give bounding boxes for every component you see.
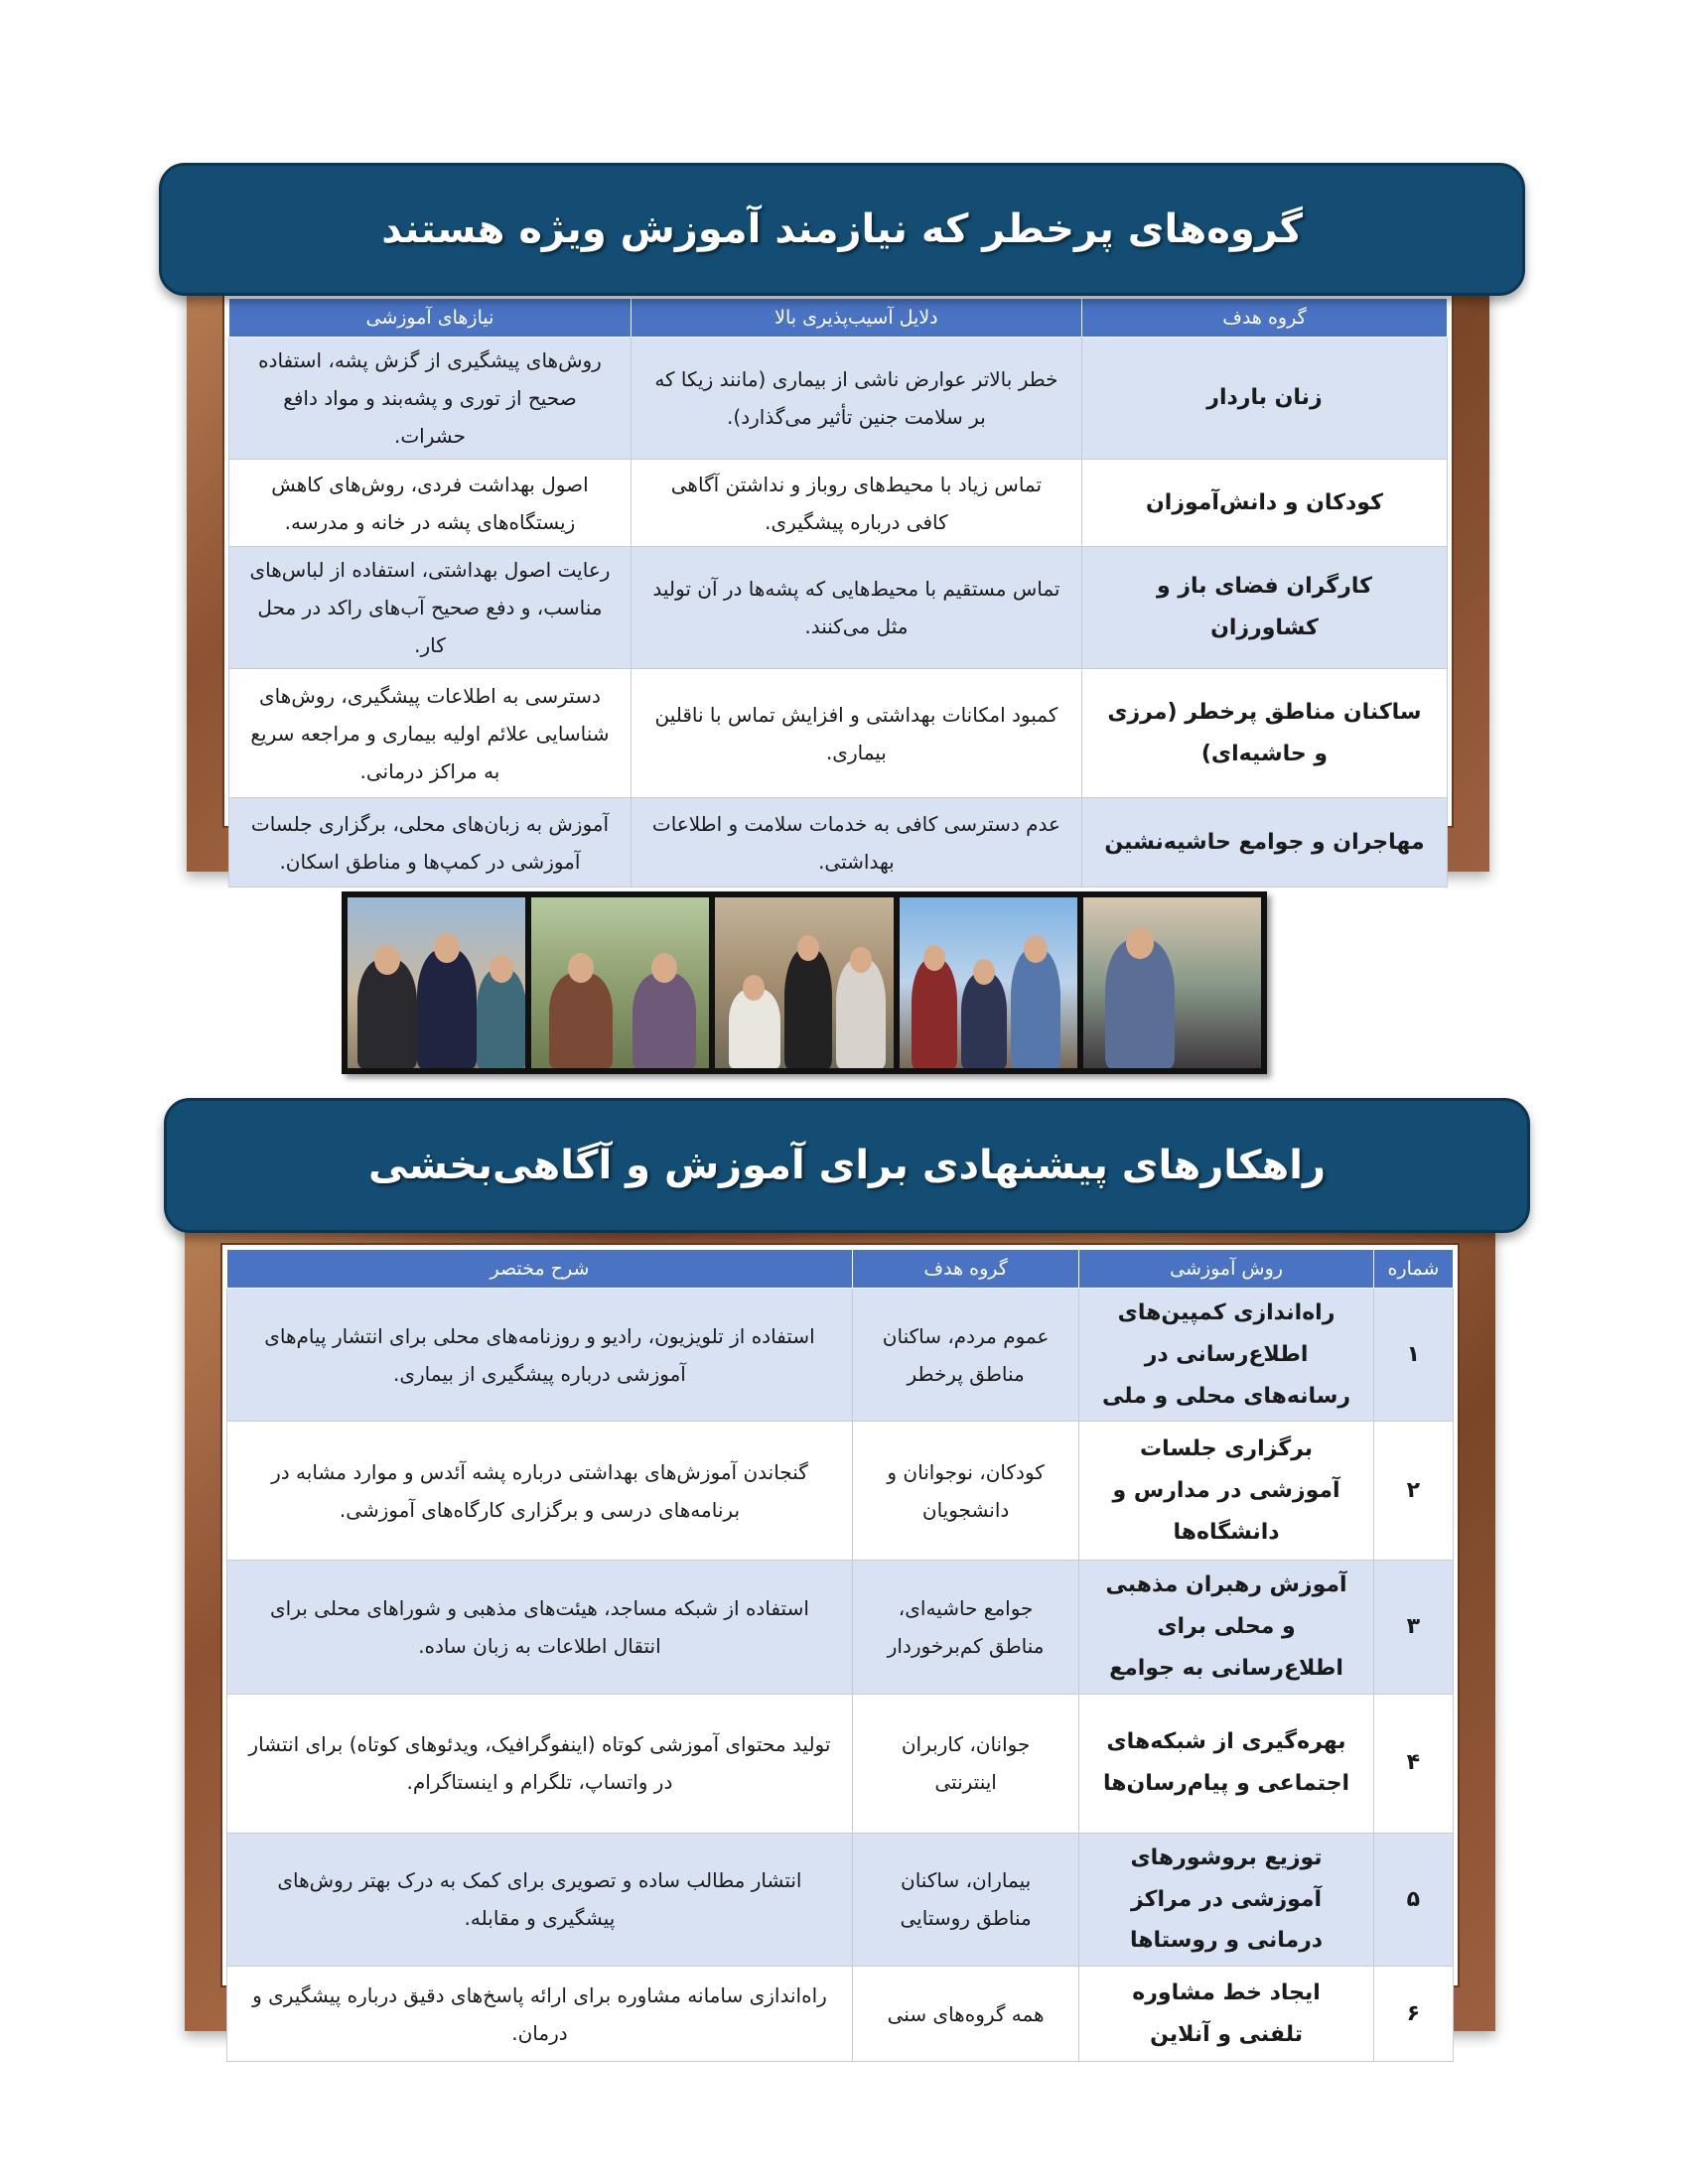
reason-cell: عدم دسترسی کافی به خدمات سلامت و اطلاعات بهداشتی. [631,798,1081,887]
section1-title-banner [159,163,1525,296]
target-cell: عموم مردم، ساکنان مناطق پرخطر [852,1289,1078,1422]
description-cell: تولید محتوای آموزشی کوتاه (اینفوگرافیک، ویدئوهای کوتاه) برای انتشار در واتساپ، تلگرام و اینستاگرام. [227,1694,853,1833]
header-target-group: گروه هدف [1081,299,1447,338]
section2-frame [185,1207,1495,2047]
target-cell: همه گروه‌های سنی [852,1967,1078,2062]
reason-cell: کمبود امکانات بهداشتی و افزایش تماس با ناقلین بیماری. [631,669,1081,798]
target-cell: جوانان، کاربران اینترنتی [852,1694,1078,1833]
description-cell: انتشار مطالب ساده و تصویری برای کمک به درک بهتر روش‌های پیشگیری و مقابله. [227,1833,853,1966]
table-row [227,1694,1454,1833]
reason-cell: خطر بالاتر عوارض ناشی از بیماری (مانند زیکا که بر سلامت جنین تأثیر می‌گذارد). [631,338,1081,460]
number-cell: ۲ [1373,1422,1453,1561]
section1-title: گروه‌های پرخطر که نیازمند آموزش ویژه هستند [381,206,1303,252]
reason-cell: تماس زیاد با محیط‌های روباز و نداشتن آگاهی کافی درباره پیشگیری. [631,460,1081,547]
photo-village-workers [715,897,893,1068]
method-cell: برگزاری جلسات آموزشی در مدارس و دانشگاه‌ها [1079,1422,1373,1561]
need-cell: آموزش به زبان‌های محلی، برگزاری جلسات آموزشی در کمپ‌ها و مناطق اسکان. [229,798,632,887]
table-row [229,669,1448,798]
description-cell: استفاده از تلویزیون، رادیو و روزنامه‌های محلی برای انتشار پیام‌های آموزشی درباره پیشگیری از بیماری. [227,1289,853,1422]
description-cell: گنجاندن آموزش‌های بهداشتی درباره پشه آئدس و موارد مشابه در برنامه‌های درسی و برگزاری کارگاه‌های آموزشی. [227,1422,853,1561]
table-row [229,338,1448,460]
target-cell: بیماران، ساکنان مناطق روستایی [852,1833,1078,1966]
number-cell: ۵ [1373,1833,1453,1966]
method-cell: ایجاد خط مشاوره تلفنی و آنلاین [1079,1967,1373,2062]
high-risk-groups-table [228,298,1448,887]
group-cell: مهاجران و جوامع حاشیه‌نشین [1081,798,1447,887]
photo-women-group [348,897,525,1068]
photo-women-seated [531,897,709,1068]
section1-frame [187,256,1489,872]
header-target-group: گروه هدف [852,1250,1078,1289]
group-cell: زنان باردار [1081,338,1447,460]
header-educational-needs: نیازهای آموزشی [229,299,632,338]
photo-pregnant-woman [1083,897,1261,1068]
header-description: شرح مختصر [227,1250,853,1289]
header-vulnerability-reasons: دلایل آسیب‌پذیری بالا [631,299,1081,338]
method-cell: راه‌اندازی کمپین‌های اطلاع‌رسانی در رسانه‌های محلی و ملی [1079,1289,1373,1422]
number-cell: ۶ [1373,1967,1453,2062]
education-strategies-table [226,1249,1454,2062]
group-cell: ساکنان مناطق پرخطر (مرزی و حاشیه‌ای) [1081,669,1447,798]
need-cell: دسترسی به اطلاعات پیشگیری، روش‌های شناسایی علائم اولیه بیماری و مراجعه سریع به مراکز درمانی. [229,669,632,798]
number-cell: ۱ [1373,1289,1453,1422]
need-cell: رعایت اصول بهداشتی، استفاده از لباس‌های مناسب، و دفع صحیح آب‌های راکد در محل کار. [229,547,632,669]
method-cell: توزیع بروشورهای آموزشی در مراکز درمانی و روستاها [1079,1833,1373,1966]
table-row [229,460,1448,547]
header-method: روش آموزشی [1079,1250,1373,1289]
table-row [227,1422,1454,1561]
header-number: شماره [1373,1250,1453,1289]
number-cell: ۳ [1373,1561,1453,1694]
table-row [227,1833,1454,1966]
need-cell: روش‌های پیشگیری از گزش پشه، استفاده صحیح از توری و پشه‌بند و مواد دافع حشرات. [229,338,632,460]
target-cell: کودکان، نوجوانان و دانشجویان [852,1422,1078,1561]
reason-cell: تماس مستقیم با محیط‌هایی که پشه‌ها در آن تولید مثل می‌کنند. [631,547,1081,669]
table-header-row [227,1250,1454,1289]
description-cell: راه‌اندازی سامانه مشاوره برای ارائه پاسخ‌های دقیق درباره پیشگیری و درمان. [227,1967,853,2062]
target-cell: جوامع حاشیه‌ای، مناطق کم‌برخوردار [852,1561,1078,1694]
table-header-row [229,299,1448,338]
table-row [227,1289,1454,1422]
number-cell: ۴ [1373,1694,1453,1833]
section2-title-banner [164,1098,1530,1233]
photo-strip [342,891,1267,1074]
table-row [227,1561,1454,1694]
table-row [229,547,1448,669]
group-cell: کارگران فضای باز و کشاورزان [1081,547,1447,669]
group-cell: کودکان و دانش‌آموزان [1081,460,1447,547]
table-row [229,798,1448,887]
method-cell: بهره‌گیری از شبکه‌های اجتماعی و پیام‌رسان‌ها [1079,1694,1373,1833]
photo-children [900,897,1077,1068]
table-row [227,1967,1454,2062]
description-cell: استفاده از شبکه مساجد، هیئت‌های مذهبی و شوراهای محلی برای انتقال اطلاعات به زبان ساده. [227,1561,853,1694]
section2-title: راهکارهای پیشنهادی برای آموزش و آگاهی‌بخشی [368,1143,1326,1188]
method-cell: آموزش رهبران مذهبی و محلی برای اطلاع‌رسانی به جوامع [1079,1561,1373,1694]
need-cell: اصول بهداشت فردی، روش‌های کاهش زیستگاه‌های پشه در خانه و مدرسه. [229,460,632,547]
